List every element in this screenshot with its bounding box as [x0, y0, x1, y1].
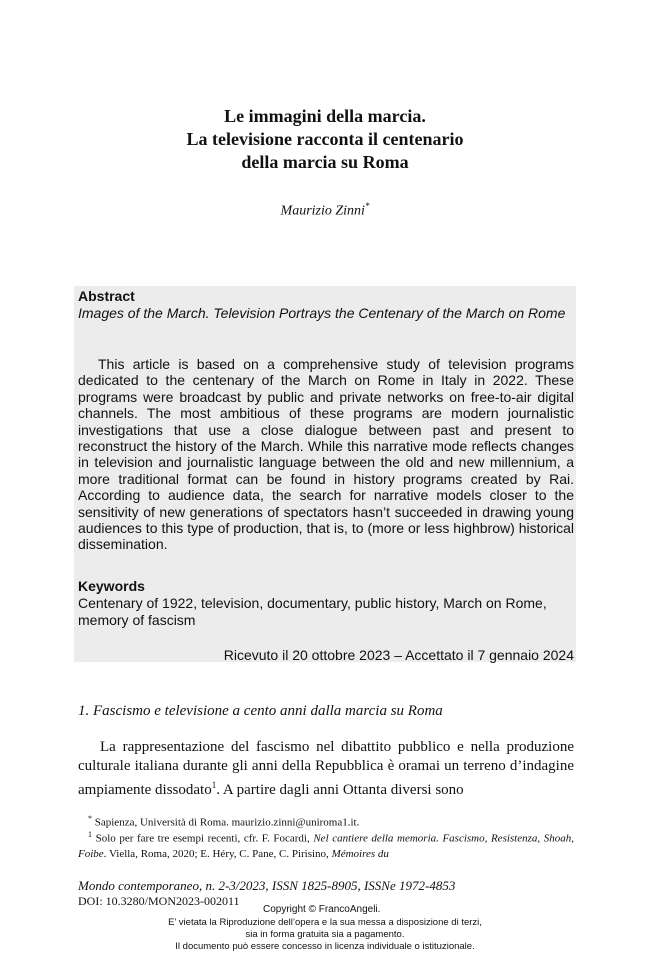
- copyright-notice: Copyright © FrancoAngeli.: [263, 904, 381, 915]
- body-text-part1: La rappresentazione del fascismo nel dibattito pubblico e nella produzione culturale italiana durante gli anni della Repubblica è oramai un terreno d’indagine ampiamente dissodato: [78, 739, 574, 798]
- footnote-mark: *: [88, 814, 92, 823]
- footnote-book-title: Nel cantiere della memoria. Fascismo, Resistenza, Shoah, Foibe: [78, 832, 574, 860]
- footnote-text: Solo per fare tre esempi recenti, cfr. F. Focardi,: [92, 832, 314, 845]
- footnote-1: [78, 827, 574, 862]
- title-line-3: della marcia su Roma: [241, 152, 409, 172]
- section-heading: 1. Fascismo e televisione a cento anni dalla marcia su Roma: [78, 703, 443, 719]
- keywords-heading: Keywords: [78, 578, 145, 594]
- footnote-book-title: Mémoires du: [331, 847, 389, 860]
- notice-line-2: sia in forma gratuita sia a pagamento.: [245, 929, 405, 940]
- article-title: [0, 105, 650, 174]
- author-name: Maurizio Zinni: [280, 203, 365, 219]
- received-accepted-dates: Ricevuto il 20 ottobre 2023 – Accettato il 7 gennaio 2024: [223, 647, 574, 663]
- notice-line-1: E’ vietata la Riproduzione dell’opera e la sua messa a disposizione di terzi,: [168, 917, 482, 928]
- body-paragraph: [78, 738, 574, 800]
- author-line: [0, 201, 650, 220]
- abstract-heading: Abstract: [78, 288, 135, 304]
- body-text-part2: . A partire dagli anni Ottanta diversi sono: [216, 782, 464, 798]
- keywords-list: Centenary of 1922, television, documentary, public history, March on Rome, memory of fascism: [78, 595, 547, 628]
- title-line-1: Le immagini della marcia.: [224, 106, 426, 126]
- footnote-text: Sapienza, Università di Roma. maurizio.zinni@uniroma1.it.: [92, 816, 360, 829]
- doi: DOI: 10.3280/MON2023-002011: [78, 894, 240, 908]
- journal-citation: Mondo contemporaneo, n. 2-3/2023, ISSN 1825-8905, ISSNe 1972-4853: [78, 878, 456, 893]
- title-line-2: La televisione racconta il centenario: [186, 129, 464, 149]
- abstract-english-title: Images of the March. Television Portrays the Centenary of the March on Rome: [78, 305, 566, 321]
- footnote-mark: 1: [88, 830, 92, 839]
- footnote-reference: 1: [211, 780, 217, 790]
- notice-line-3: Il documento può essere concesso in licenza individuale o istituzionale.: [175, 941, 475, 952]
- footnote-text: . Viella, Roma, 2020; E. Héry, C. Pane, C. Pirisino,: [103, 847, 332, 860]
- abstract-body: This article is based on a comprehensive study of television programs dedicated to the centenary of the March on Rome in Italy in 2022. These programs were broadcast by public and private networks on free-to-air digital channels. The most ambitious of these programs are modern journalistic investigations that use a close dialogue between past and present to reconstruct the history of the March. While this narrative mode reflects changes in television and journalistic language between the old and new millennium, a more traditional format can be found in history programs created by Rai. According to audience data, the search for narrative models closer to the sensitivity of new generations of spectators hasn’t succeeded in drawing young audiences to this type of production, that is, to (more or less highbrow) historical dissemination.: [78, 356, 574, 553]
- author-footnote-mark: *: [364, 201, 370, 211]
- license-notice: [0, 917, 650, 953]
